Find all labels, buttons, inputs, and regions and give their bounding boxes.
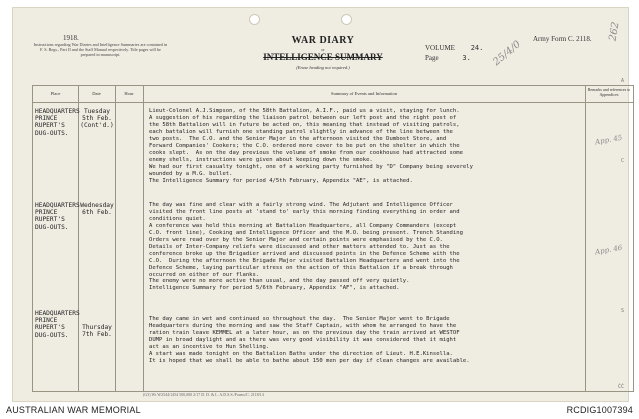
column-header-place: Place — [50, 91, 61, 96]
column-header-date: Date — [92, 91, 101, 96]
punch-hole-right — [341, 14, 352, 25]
margin-mark: S — [620, 308, 624, 314]
erase-note: (Erase heading not required.) — [296, 65, 350, 70]
page-value: 3. — [462, 54, 471, 62]
print-footer: (G3) Wt W2544/1454 500,000 2/17 D. D. & L. A.D.S.S./Forms/C. 2118/14 — [143, 392, 264, 397]
column-header-remarks: Remarks and references to Appendices — [587, 87, 631, 97]
entry-text: The day came in wet and continued so throughout the day. The Senior Major went to Brigade Headquarters during the morning and saw the Staff Captain, with whom he arranged to have the ration train leave KEMMEL at a later hour, as on the previous day the train arrived at WESTOF DUMP in broad daylight and as there was very good visibility it was considered that it might act as an incentive to Hun Shelling. A start was made tonight on the Battalion Baths under the direction of Lieut. H.E.Kinsella. It is hoped that we shall be able to bathe about 150 men per day if clean changes are available. — [149, 316, 470, 364]
entry-date: Thursday 7th Feb. — [82, 324, 112, 339]
entry-place: HEADQUARTERS PRINCE RUPERT'S DUG-OUTS. — [35, 108, 80, 137]
form-subtitle: INTELLIGENCE SUMMARY — [263, 52, 383, 62]
diary-table — [32, 85, 634, 392]
form-year: 1918. — [63, 34, 79, 42]
caption-source: AUSTRALIAN WAR MEMORIAL — [6, 405, 141, 415]
form-title: WAR DIARY — [291, 35, 355, 46]
form-or: or — [321, 47, 325, 52]
handwritten-reference: 25/4/0 — [491, 38, 523, 69]
volume-label: VOLUME — [425, 44, 455, 52]
army-form-number: Army Form C. 2118. — [533, 35, 592, 43]
entry-text: The day was fine and clear with a fairly strong wind. The Adjutant and Intelligence Officer visited the front line posts at 'stand to' early this morning finding everything in order and conditions quiet. A conference was held this morning at Battalion Headquarters, all Company Commanders (except C.O. front line), Cooking and Intelligence Officer and the M.O. being present. Trench Standing Orders were read over by the Senior Major and certain points were emphasised by the C.O. Details of Inter-Company reliefs were discussed and other matters attended to. Just as the conference broke up the Brigadier arrived and discussed points in the Defence Scheme with the C.O. During the afternoon the Brigade Major visited Battalion Headquarters and went into the Defence Scheme, laying particular stress on the action of this Battalion if a break through occurred on either of our flanks. The enemy were no more active than usual, and the day passed off very quietly. Intelligence Summary for period 5/6th February, Appendix "AF", is attached. — [149, 202, 463, 292]
form-instructions: Instructions regarding War Diaries and Intelligence Summaries are contained in F. S. Regs., Part II and the Staff Manual respectively. Title pages will be prepared in manuscript. — [33, 42, 168, 57]
entry-place: HEADQUARTERS PRINCE RUPERT'S DUG-OUTS. — [35, 310, 80, 339]
handwritten-page-number: 262 — [607, 21, 622, 42]
margin-mark: C — [620, 158, 624, 164]
entry-date: Wednesday 6th Feb. — [80, 202, 114, 217]
column-header-summary: Summary of Events and Information — [331, 91, 397, 96]
margin-mark: ĊĊ — [617, 384, 624, 390]
volume-field — [425, 44, 483, 52]
entry-margin-note: App. 46 — [594, 243, 623, 257]
page-field — [425, 54, 471, 62]
volume-value: 24. — [470, 44, 484, 52]
entry-place: HEADQUARTERS PRINCE RUPERT'S DUG-OUTS. — [35, 202, 80, 231]
entry-date: Tuesday 5th Feb. (Cont'd.) — [80, 108, 114, 130]
entry-margin-note: App. 45 — [594, 133, 623, 147]
punch-hole-left — [249, 14, 260, 25]
margin-mark: A — [620, 78, 624, 84]
entry-text: Lieut-Colonel A.J.Simpson, of the 58th Battalion, A.I.F., paid us a visit, staying for lunch. A suggestion of his regarding the liaison patrol between our left post and the right post of the 58th Battalion will in future be acted on, this meaning that instead of visiting patrols, each battalion will furnish one standing patrol slightly in advance of the line between the two posts. The C.O. and the Senior Major in the afternoon visited the Dumbost Store, and Forward Companies' Cookers; the C.O. ordered more cover to be put on the shelter in which the cooks slept. As on the day previous the volume of smoke from our cookhouse had attracted some enemy shells, instructions were given about keeping down the smoke. We had our first casualty tonight, one of a working party furnished by "D" Company being severely wounded by a M.G. bullet. The Intelligence Summary for period 4/5th February, Appendix "AE", is attached. — [149, 108, 473, 184]
diary-sheet — [12, 7, 629, 402]
page-label: Page — [425, 54, 439, 62]
caption-id: RCDIG1007394 — [566, 405, 633, 415]
column-header-hour: Hour — [124, 91, 134, 96]
